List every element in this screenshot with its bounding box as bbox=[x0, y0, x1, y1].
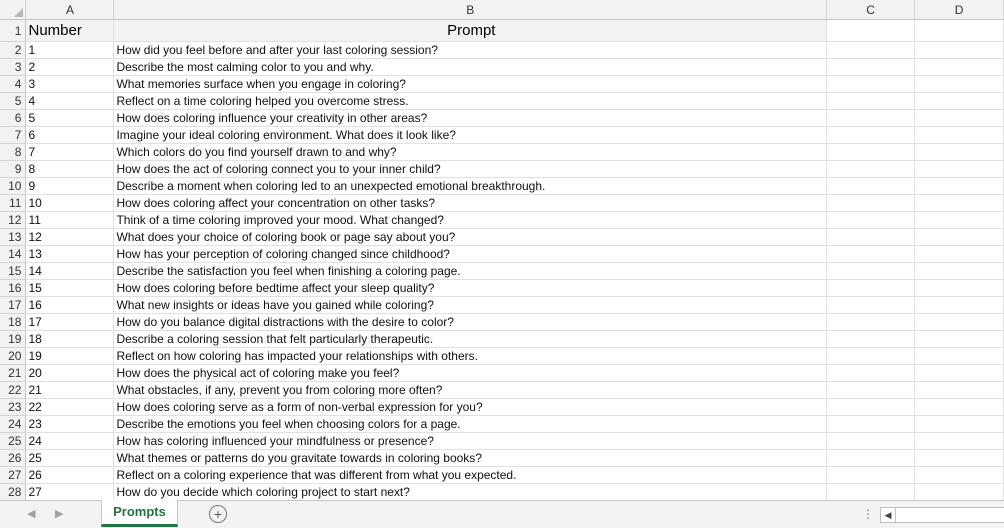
cell-empty[interactable] bbox=[827, 297, 915, 314]
cell-prompt[interactable]: Think of a time coloring improved your mood. What changed? bbox=[114, 212, 827, 229]
row-header[interactable]: 24 bbox=[0, 416, 26, 433]
cell-number[interactable]: 17 bbox=[26, 314, 114, 331]
row-header[interactable]: 18 bbox=[0, 314, 26, 331]
row-header[interactable]: 7 bbox=[0, 127, 26, 144]
cell-prompt[interactable]: Reflect on a time coloring helped you overcome stress. bbox=[114, 93, 827, 110]
cell-empty[interactable] bbox=[915, 399, 1004, 416]
cell-empty[interactable] bbox=[827, 484, 915, 501]
cell-empty[interactable] bbox=[827, 246, 915, 263]
table-row bbox=[0, 297, 1004, 314]
table-row bbox=[0, 110, 1004, 127]
cell-number[interactable]: 22 bbox=[26, 399, 114, 416]
cell-number[interactable]: 6 bbox=[26, 127, 114, 144]
cell-empty[interactable] bbox=[915, 484, 1004, 501]
cell-prompt[interactable]: Imagine your ideal coloring environment. What does it look like? bbox=[114, 127, 827, 144]
table-row bbox=[0, 433, 1004, 450]
row-header[interactable]: 14 bbox=[0, 246, 26, 263]
row-header[interactable]: 3 bbox=[0, 59, 26, 76]
cell-empty[interactable] bbox=[827, 59, 915, 76]
cell-empty[interactable] bbox=[915, 59, 1004, 76]
table-row bbox=[0, 144, 1004, 161]
cell-empty[interactable] bbox=[915, 127, 1004, 144]
cell-number[interactable]: 20 bbox=[26, 365, 114, 382]
cell-prompt[interactable]: What obstacles, if any, prevent you from coloring more often? bbox=[114, 382, 827, 399]
table-row bbox=[0, 59, 1004, 76]
row-header[interactable]: 15 bbox=[0, 263, 26, 280]
cell-prompt[interactable]: Describe the satisfaction you feel when finishing a coloring page. bbox=[114, 263, 827, 280]
split-handle-icon[interactable]: ⋮ bbox=[862, 507, 874, 521]
row-header[interactable]: 6 bbox=[0, 110, 26, 127]
cell-d1[interactable] bbox=[915, 20, 1004, 42]
table-row bbox=[0, 212, 1004, 229]
cell-prompt[interactable]: How does coloring affect your concentration on other tasks? bbox=[114, 195, 827, 212]
cell-prompt[interactable]: How has coloring influenced your mindfulness or presence? bbox=[114, 433, 827, 450]
cell-empty[interactable] bbox=[915, 42, 1004, 59]
table-row bbox=[0, 229, 1004, 246]
cell-prompt[interactable]: Describe the emotions you feel when choosing colors for a page. bbox=[114, 416, 827, 433]
row-header[interactable]: 4 bbox=[0, 76, 26, 93]
cell-empty[interactable] bbox=[827, 280, 915, 297]
cell-number[interactable]: 15 bbox=[26, 280, 114, 297]
row-header[interactable]: 8 bbox=[0, 144, 26, 161]
cell-empty[interactable] bbox=[915, 195, 1004, 212]
cell-prompt[interactable]: How does coloring before bedtime affect your sleep quality? bbox=[114, 280, 827, 297]
cell-number[interactable]: 21 bbox=[26, 382, 114, 399]
row-header[interactable]: 10 bbox=[0, 178, 26, 195]
header-cell-number[interactable]: Number bbox=[26, 20, 114, 42]
cell-number[interactable]: 4 bbox=[26, 93, 114, 110]
cell-empty[interactable] bbox=[827, 263, 915, 280]
cell-number[interactable]: 1 bbox=[26, 42, 114, 59]
row-header[interactable]: 1 bbox=[0, 20, 26, 42]
row-header[interactable]: 28 bbox=[0, 484, 26, 501]
row-header[interactable]: 13 bbox=[0, 229, 26, 246]
table-row bbox=[0, 76, 1004, 93]
cell-empty[interactable] bbox=[827, 399, 915, 416]
cell-empty[interactable] bbox=[915, 229, 1004, 246]
table-row bbox=[0, 246, 1004, 263]
cell-number[interactable]: 16 bbox=[26, 297, 114, 314]
cell-number[interactable]: 12 bbox=[26, 229, 114, 246]
row-header[interactable]: 21 bbox=[0, 365, 26, 382]
cell-empty[interactable] bbox=[827, 178, 915, 195]
cell-prompt[interactable]: Reflect on how coloring has impacted your relationships with others. bbox=[114, 348, 827, 365]
cell-empty[interactable] bbox=[827, 331, 915, 348]
cell-empty[interactable] bbox=[915, 144, 1004, 161]
table-row bbox=[0, 348, 1004, 365]
cell-number[interactable]: 7 bbox=[26, 144, 114, 161]
row-header[interactable]: 25 bbox=[0, 433, 26, 450]
cell-prompt[interactable]: What themes or patterns do you gravitate towards in coloring books? bbox=[114, 450, 827, 467]
cell-prompt[interactable]: How do you balance digital distractions with the desire to color? bbox=[114, 314, 827, 331]
table-row bbox=[0, 331, 1004, 348]
cell-prompt[interactable]: What does your choice of coloring book or page say about you? bbox=[114, 229, 827, 246]
chevron-right-icon[interactable]: ▶ bbox=[55, 508, 64, 520]
cell-prompt[interactable]: What new insights or ideas have you gained while coloring? bbox=[114, 297, 827, 314]
row-header[interactable]: 11 bbox=[0, 195, 26, 212]
cell-number[interactable]: 8 bbox=[26, 161, 114, 178]
table-row bbox=[0, 178, 1004, 195]
cell-empty[interactable] bbox=[827, 127, 915, 144]
cell-number[interactable]: 18 bbox=[26, 331, 114, 348]
row-header[interactable]: 9 bbox=[0, 161, 26, 178]
cell-prompt[interactable]: Which colors do you find yourself drawn to and why? bbox=[114, 144, 827, 161]
cell-empty[interactable] bbox=[827, 161, 915, 178]
column-header-c[interactable]: C bbox=[827, 0, 915, 20]
cell-prompt[interactable]: Describe the most calming color to you and why. bbox=[114, 59, 827, 76]
scroll-left-icon[interactable]: ◀ bbox=[881, 508, 896, 522]
cell-empty[interactable] bbox=[827, 144, 915, 161]
row-header[interactable]: 23 bbox=[0, 399, 26, 416]
row-header[interactable]: 19 bbox=[0, 331, 26, 348]
cell-number[interactable]: 3 bbox=[26, 76, 114, 93]
table-row bbox=[0, 365, 1004, 382]
cell-number[interactable]: 26 bbox=[26, 467, 114, 484]
cell-number[interactable]: 25 bbox=[26, 450, 114, 467]
table-row bbox=[0, 280, 1004, 297]
cell-empty[interactable] bbox=[827, 382, 915, 399]
cell-empty[interactable] bbox=[827, 467, 915, 484]
cell-empty[interactable] bbox=[827, 348, 915, 365]
select-all-corner[interactable] bbox=[0, 0, 26, 20]
cell-prompt[interactable]: How has your perception of coloring changed since childhood? bbox=[114, 246, 827, 263]
cell-number[interactable]: 27 bbox=[26, 484, 114, 501]
row-header[interactable]: 16 bbox=[0, 280, 26, 297]
cell-empty[interactable] bbox=[915, 416, 1004, 433]
cell-empty[interactable] bbox=[915, 467, 1004, 484]
cell-empty[interactable] bbox=[915, 365, 1004, 382]
cell-empty[interactable] bbox=[827, 110, 915, 127]
row-header[interactable]: 26 bbox=[0, 450, 26, 467]
cell-empty[interactable] bbox=[915, 433, 1004, 450]
table-row bbox=[0, 450, 1004, 467]
table-row bbox=[0, 399, 1004, 416]
cell-empty[interactable] bbox=[827, 416, 915, 433]
cell-empty[interactable] bbox=[827, 195, 915, 212]
cell-number[interactable]: 13 bbox=[26, 246, 114, 263]
cell-empty[interactable] bbox=[827, 433, 915, 450]
header-cell-prompt[interactable]: Prompt bbox=[114, 20, 827, 42]
table-row bbox=[0, 382, 1004, 399]
cell-empty[interactable] bbox=[915, 297, 1004, 314]
cell-empty[interactable] bbox=[915, 314, 1004, 331]
cell-empty[interactable] bbox=[827, 365, 915, 382]
cell-empty[interactable] bbox=[915, 93, 1004, 110]
cell-prompt[interactable]: How do you decide which coloring project to start next? bbox=[114, 484, 827, 501]
row-header[interactable]: 20 bbox=[0, 348, 26, 365]
chevron-left-icon[interactable]: ◀ bbox=[27, 508, 36, 520]
table-row bbox=[0, 263, 1004, 280]
cell-prompt[interactable]: How does the physical act of coloring make you feel? bbox=[114, 365, 827, 382]
row-header[interactable]: 17 bbox=[0, 297, 26, 314]
cell-empty[interactable] bbox=[915, 280, 1004, 297]
cell-empty[interactable] bbox=[915, 212, 1004, 229]
column-header-a[interactable]: A bbox=[26, 0, 114, 20]
cell-prompt[interactable]: Describe a coloring session that felt particularly therapeutic. bbox=[114, 331, 827, 348]
cell-number[interactable]: 9 bbox=[26, 178, 114, 195]
cell-empty[interactable] bbox=[915, 450, 1004, 467]
cell-empty[interactable] bbox=[915, 110, 1004, 127]
cell-prompt[interactable]: Reflect on a coloring experience that was different from what you expected. bbox=[114, 467, 827, 484]
row-header[interactable]: 22 bbox=[0, 382, 26, 399]
table-row bbox=[0, 127, 1004, 144]
cell-number[interactable]: 24 bbox=[26, 433, 114, 450]
cell-prompt[interactable]: How does coloring influence your creativity in other areas? bbox=[114, 110, 827, 127]
cell-empty[interactable] bbox=[915, 382, 1004, 399]
sheet-tab-bar bbox=[0, 500, 1004, 528]
table-row bbox=[0, 93, 1004, 110]
table-row bbox=[0, 42, 1004, 59]
cell-empty[interactable] bbox=[915, 246, 1004, 263]
table-row bbox=[0, 467, 1004, 484]
cell-empty[interactable] bbox=[915, 161, 1004, 178]
cell-prompt[interactable]: How does coloring serve as a form of non-verbal expression for you? bbox=[114, 399, 827, 416]
cell-number[interactable]: 10 bbox=[26, 195, 114, 212]
plus-circle-icon[interactable]: + bbox=[209, 505, 227, 523]
tab-prompts[interactable]: Prompts bbox=[101, 500, 178, 527]
cell-empty[interactable] bbox=[827, 314, 915, 331]
column-header-d[interactable]: D bbox=[915, 0, 1004, 20]
cell-empty[interactable] bbox=[827, 76, 915, 93]
cell-empty[interactable] bbox=[827, 42, 915, 59]
cell-empty[interactable] bbox=[827, 212, 915, 229]
table-row bbox=[0, 314, 1004, 331]
cell-prompt[interactable]: Describe a moment when coloring led to an unexpected emotional breakthrough. bbox=[114, 178, 827, 195]
cell-number[interactable]: 23 bbox=[26, 416, 114, 433]
cell-number[interactable]: 5 bbox=[26, 110, 114, 127]
table-row bbox=[0, 195, 1004, 212]
row-header[interactable]: 5 bbox=[0, 93, 26, 110]
column-header-b[interactable]: B bbox=[114, 0, 827, 20]
cell-prompt[interactable]: What memories surface when you engage in coloring? bbox=[114, 76, 827, 93]
table-row bbox=[0, 484, 1004, 501]
row-header[interactable]: 12 bbox=[0, 212, 26, 229]
cell-c1[interactable] bbox=[827, 20, 915, 42]
cell-empty[interactable] bbox=[915, 178, 1004, 195]
table-row bbox=[0, 161, 1004, 178]
row-header[interactable]: 2 bbox=[0, 42, 26, 59]
cell-prompt[interactable]: How does the act of coloring connect you to your inner child? bbox=[114, 161, 827, 178]
cell-number[interactable]: 2 bbox=[26, 59, 114, 76]
cell-empty[interactable] bbox=[915, 348, 1004, 365]
cell-empty[interactable] bbox=[915, 76, 1004, 93]
cell-empty[interactable] bbox=[915, 263, 1004, 280]
cell-empty[interactable] bbox=[915, 331, 1004, 348]
row-header[interactable]: 27 bbox=[0, 467, 26, 484]
cell-empty[interactable] bbox=[827, 229, 915, 246]
cell-empty[interactable] bbox=[827, 93, 915, 110]
cell-number[interactable]: 14 bbox=[26, 263, 114, 280]
cell-number[interactable]: 11 bbox=[26, 212, 114, 229]
cell-number[interactable]: 19 bbox=[26, 348, 114, 365]
table-row bbox=[0, 416, 1004, 433]
cell-empty[interactable] bbox=[827, 450, 915, 467]
cell-prompt[interactable]: How did you feel before and after your last coloring session? bbox=[114, 42, 827, 59]
horizontal-scrollbar[interactable] bbox=[880, 507, 1004, 523]
